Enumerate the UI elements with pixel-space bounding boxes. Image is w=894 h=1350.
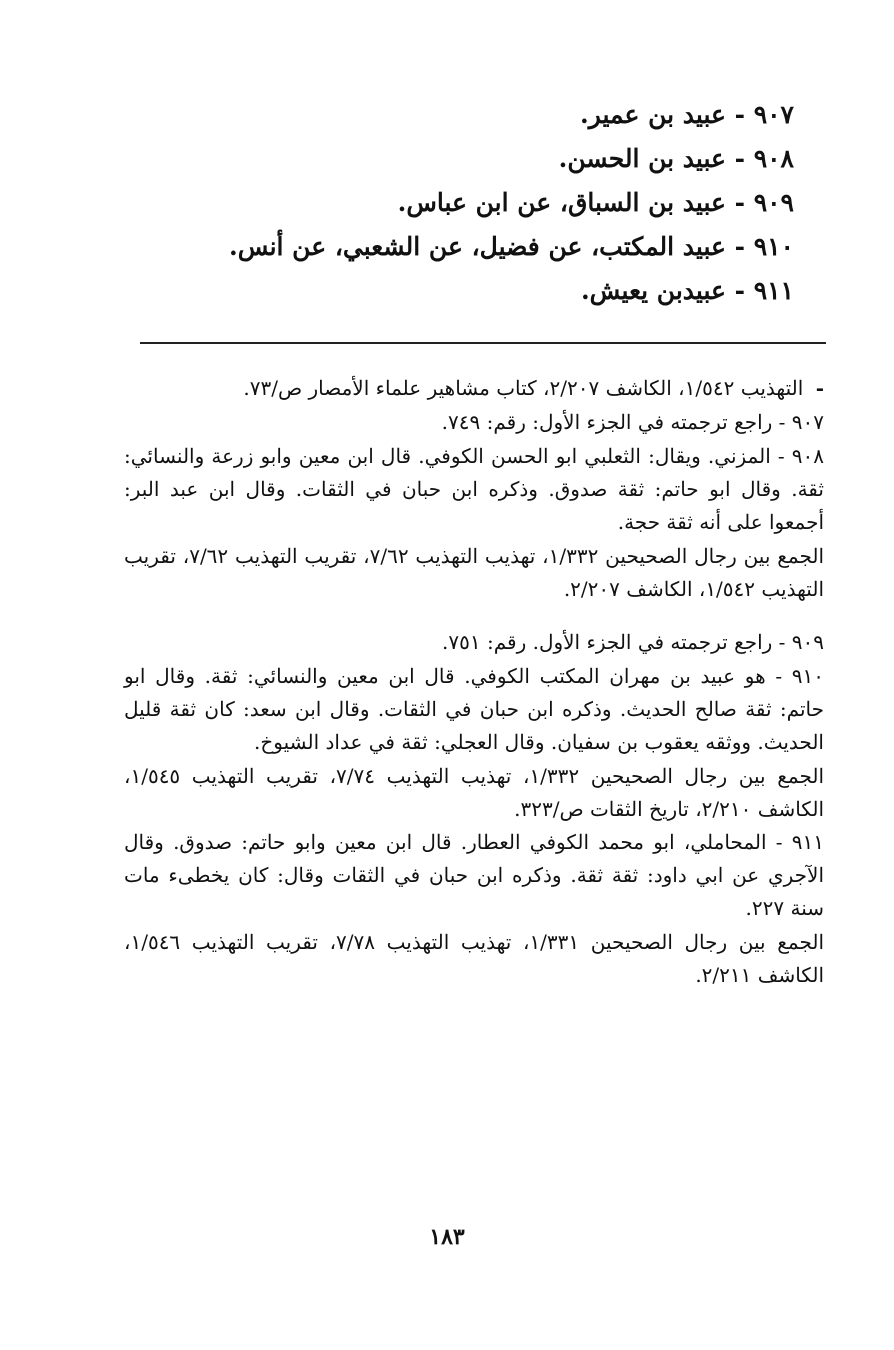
- footnote-911-refs: الجمع بين رجال الصحيحين ١/٣٣١، تهذيب التهذيب ٧/٧٨، تقريب التهذيب ١/٥٤٦، الكاشف ٢/٢١١.: [124, 930, 824, 987]
- spacer: [124, 606, 824, 626]
- page-number: ١٨٣: [429, 1224, 465, 1250]
- footnote-continued-text: التهذيب ١/٥٤٢، الكاشف ٢/٢٠٧، كتاب مشاهير علماء الأمصار ص/٧٣.: [243, 376, 804, 400]
- footnote-divider: [140, 342, 826, 344]
- entry-909: ٩٠٩ - عبيد بن السباق، عن ابن عباس.: [397, 188, 794, 217]
- entry-908: ٩٠٨ - عبيد بن الحسن.: [558, 144, 794, 173]
- footnote-908: ٩٠٨ - المزني. ويقال: الثعلبي ابو الحسن الكوفي. قال ابن معين وابو زرعة والنسائي: ثقة. وقال ابو حاتم: ثقة صدوق. وذكره ابن حبان في الثقات. وقال ابن عبد البر: أجمعوا على أنه ثقة حجة.: [124, 444, 824, 534]
- footnote-910-refs: الجمع بين رجال الصحيحين ١/٣٣٢، تهذيب التهذيب ٧/٧٤، تقريب التهذيب ١/٥٤٥، الكاشف ٢/٢١٠، تاريخ الثقات ص/٣٢٣.: [124, 764, 824, 821]
- footnote-marker: -: [815, 376, 824, 400]
- footnote-908-refs: الجمع بين رجال الصحيحين ١/٣٣٢، تهذيب التهذيب ٧/٦٢، تقريب التهذيب ٧/٦٢، تقريب التهذيب ١/٥٤٢، الكاشف ٢/٢٠٧.: [124, 544, 825, 601]
- footnote-907: ٩٠٧ - راجع ترجمته في الجزء الأول: رقم: ٧٤٩.: [441, 410, 824, 434]
- entry-907: ٩٠٧ - عبيد بن عمير.: [579, 100, 794, 129]
- entries-list: [154, 100, 794, 320]
- footnote-continued: [124, 372, 824, 405]
- footnotes: [124, 372, 824, 992]
- footnote-911: ٩١١ - المحاملي، ابو محمد الكوفي العطار. قال ابن معين وابو حاتم: صدوق. وقال الآجري عن ابي داود: ثقة ثقة. وذكره ابن حبان في الثقات وقال: كان يخطىء مات سنة ٢٢٧.: [124, 830, 824, 920]
- footnote-909: ٩٠٩ - راجع ترجمته في الجزء الأول. رقم: ٧٥١.: [442, 630, 824, 654]
- entry-910: ٩١٠ - عبيد المكتب، عن فضيل، عن الشعبي، عن أنس.: [229, 232, 794, 261]
- entry-911: ٩١١ - عبيدبن يعيش.: [580, 276, 794, 305]
- footnote-910: ٩١٠ - هو عبيد بن مهران المكتب الكوفي. قال ابن معين والنسائي: ثقة. وقال ابو حاتم: ثقة صالح الحديث. وذكره ابن حبان في الثقات. وقال ابن سعد: كان ثقة قليل الحديث. ووثقه يعقوب بن سفيان. وقال العجلي: ثقة في عداد الشيوخ.: [124, 664, 824, 754]
